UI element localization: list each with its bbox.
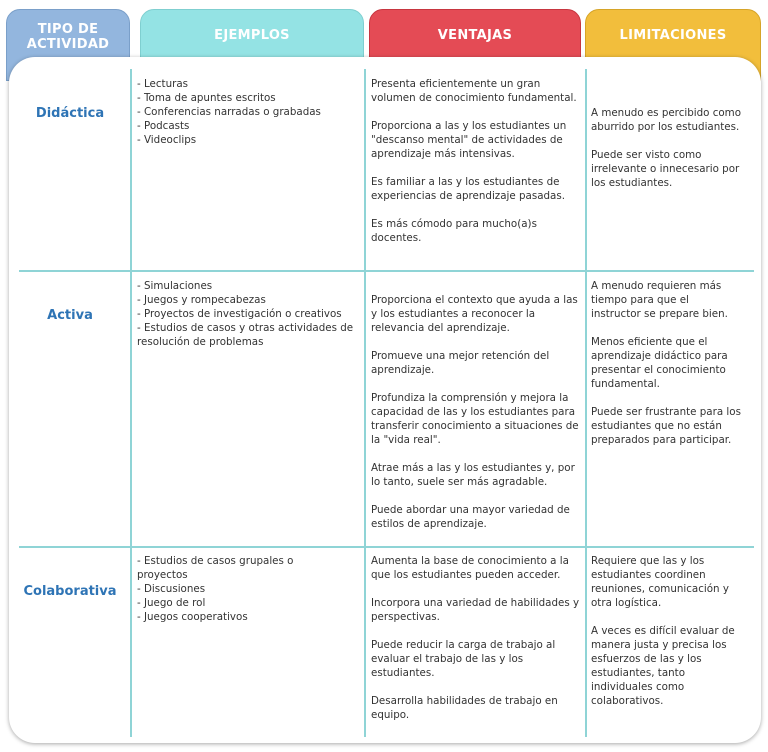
advantages-activa xyxy=(371,293,581,531)
paragraph: Profundiza la comprensión y mejora la capacidad de las y los estudiantes para transferir conocimiento a situaciones de la "vida real". xyxy=(371,392,579,446)
paragraph: Incorpora una variedad de habilidades y perspectivas. xyxy=(371,597,580,623)
header-tipo-label: TIPO DE ACTIVIDAD xyxy=(26,22,110,52)
list-item: - Proyectos de investigación o creativos xyxy=(137,308,342,320)
paragraph: Proporciona a las y los estudiantes un "descanso mental" de actividades de aprendizaje más intensivas. xyxy=(371,120,567,160)
examples-didactica xyxy=(137,77,359,147)
paragraph: Promueve una mejor retención del aprendizaje. xyxy=(371,350,550,376)
paragraph: Requiere que las y los estudiantes coordinen reuniones, comunicación y otra logística. xyxy=(591,555,729,609)
examples-activa xyxy=(137,279,359,349)
row-label-didactica: Didáctica xyxy=(35,106,105,121)
list-item: - Videoclips xyxy=(137,134,197,146)
list-item: - Estudios de casos grupales o proyectos xyxy=(137,555,294,581)
list-item: - Discusiones xyxy=(137,583,206,595)
header-ejemplos-label: EJEMPLOS xyxy=(214,28,290,43)
paragraph: A menudo es percibido como aburrido por los estudiantes. xyxy=(591,107,742,133)
list-item: - Podcasts xyxy=(137,120,190,132)
list-item: - Estudios de casos y otras actividades de resolución de problemas xyxy=(137,322,354,348)
paragraph: A veces es difícil evaluar de manera justa y precisa los esfuerzos de las y los estudiantes, tanto individuales como colaborativos. xyxy=(591,625,735,707)
paragraph: Atrae más a las y los estudiantes y, por lo tanto, suele ser más agradable. xyxy=(371,462,575,488)
list-item: - Juegos y rompecabezas xyxy=(137,294,266,306)
limitations-didactica xyxy=(591,106,741,190)
paragraph: Puede abordar una mayor variedad de estilos de aprendizaje. xyxy=(371,504,570,530)
paragraph: Puede ser frustrante para los estudiantes que no están preparados para participar. xyxy=(591,406,741,446)
paragraph: Aumenta la base de conocimiento a la que los estudiantes pueden acceder. xyxy=(371,555,569,581)
limitations-activa xyxy=(591,279,741,447)
paragraph: Menos eficiente que el aprendizaje didáctico para presentar el conocimiento fundamental. xyxy=(591,336,728,390)
list-item: - Lecturas xyxy=(137,78,189,90)
paragraph: Desarrolla habilidades de trabajo en equipo. xyxy=(371,695,558,721)
column-divider xyxy=(585,69,587,737)
row-divider xyxy=(19,546,754,548)
paragraph: Puede ser visto como irrelevante o innecesario por los estudiantes. xyxy=(591,149,740,189)
limitations-colaborativa xyxy=(591,554,741,708)
paragraph: Es familiar a las y los estudiantes de experiencias de aprendizaje pasadas. xyxy=(371,176,565,202)
column-divider xyxy=(130,69,132,737)
paragraph: Proporciona el contexto que ayuda a las y los estudiantes a reconocer la relevancia del aprendizaje. xyxy=(371,294,578,334)
row-label-activa: Activa xyxy=(47,308,93,323)
column-divider xyxy=(364,69,366,737)
header-limitaciones-label: LIMITACIONES xyxy=(619,28,727,43)
header-ventajas-label: VENTAJAS xyxy=(437,28,513,43)
examples-colaborativa xyxy=(137,554,337,624)
list-item: - Juego de rol xyxy=(137,597,206,609)
paragraph: Puede reducir la carga de trabajo al evaluar el trabajo de las y los estudiantes. xyxy=(371,639,556,679)
row-label-colaborativa: Colaborativa xyxy=(23,584,117,599)
paragraph: A menudo requieren más tiempo para que el instructor se prepare bien. xyxy=(591,280,728,320)
advantages-didactica xyxy=(371,77,581,245)
row-divider xyxy=(19,270,754,272)
list-item: - Juegos cooperativos xyxy=(137,611,248,623)
list-item: - Toma de apuntes escritos xyxy=(137,92,276,104)
list-item: - Conferencias narradas o grabadas xyxy=(137,106,321,118)
list-item: - Simulaciones xyxy=(137,280,213,292)
table-panel xyxy=(9,57,761,743)
paragraph: Presenta eficientemente un gran volumen de conocimiento fundamental. xyxy=(371,78,577,104)
paragraph: Es más cómodo para mucho(a)s docentes. xyxy=(371,218,537,244)
advantages-colaborativa xyxy=(371,554,581,722)
